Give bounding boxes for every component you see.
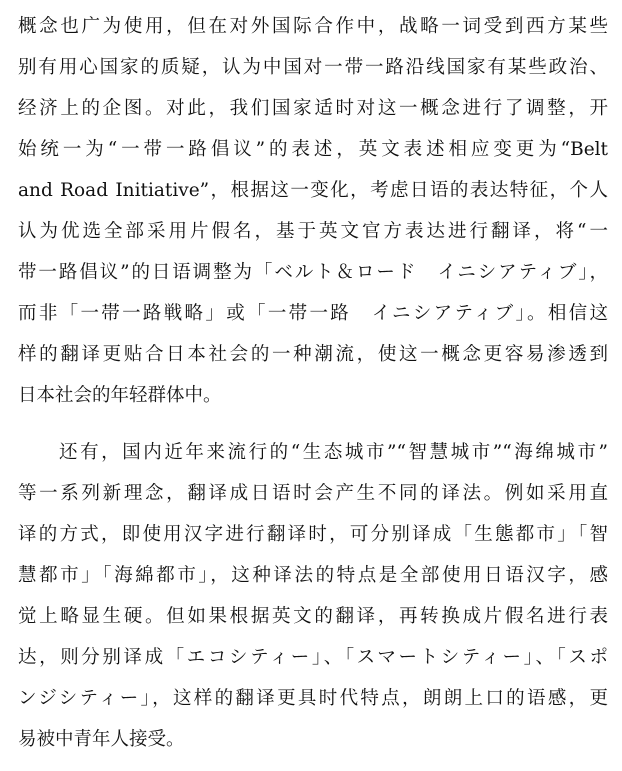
text-line: 日本社会的年轻群体中。 [18, 385, 222, 406]
text-line: 经济上的企图。对此，我们国家适时对这一概念进行了调整，开 [18, 98, 608, 119]
text-line: 易被中青年人接受。 [18, 729, 185, 750]
text-line: 还有，国内近年来流行的“生态城市”“智慧城市”“海绵城市” [59, 442, 608, 463]
text-line: 始统一为“一带一路倡议”的表述，英文表述相应变更为“Belt [18, 139, 608, 160]
paragraph-city-concepts [18, 432, 608, 760]
text-line: 译的方式，即使用汉字进行翻译时，可分别译成「生態都市」「智 [18, 524, 608, 545]
text-line: 概念也广为使用，但在对外国际合作中，战略一词受到西方某些 [18, 16, 608, 37]
text-line: 认为优选全部采用片假名，基于英文官方表达进行翻译，将“一 [18, 221, 608, 242]
paragraph-belt-and-road [18, 6, 608, 416]
text-line: 带一路倡议”的日语调整为「ベルト＆ロード イニシアティブ」， [18, 262, 608, 283]
text-line: 别有用心国家的质疑，认为中国对一带一路沿线国家有某些政治、 [18, 57, 608, 78]
text-line: and Road Initiative”，根据这一变化，考虑日语的表达特征，个人 [18, 180, 608, 201]
text-line: 样的翻译更贴合日本社会的一种潮流，使这一概念更容易渗透到 [18, 344, 608, 365]
text-line: ンジシティー」，这样的翻译更具时代特点，朗朗上口的语感，更 [18, 688, 608, 709]
text-line: 慧都市」「海綿都市」，这种译法的特点是全部使用日语汉字，感 [18, 565, 608, 586]
text-line: 等一系列新理念，翻译成日语时会产生不同的译法。例如采用直 [18, 483, 608, 504]
text-line: 觉上略显生硬。但如果根据英文的翻译，再转换成片假名进行表 [18, 606, 608, 627]
text-line: 而非「一帯一路戦略」或「一帯一路 イニシアティブ」。相信这 [18, 303, 608, 324]
text-line: 达，则分别译成「エコシティー」、「スマートシティー」、「スポ [18, 647, 608, 668]
